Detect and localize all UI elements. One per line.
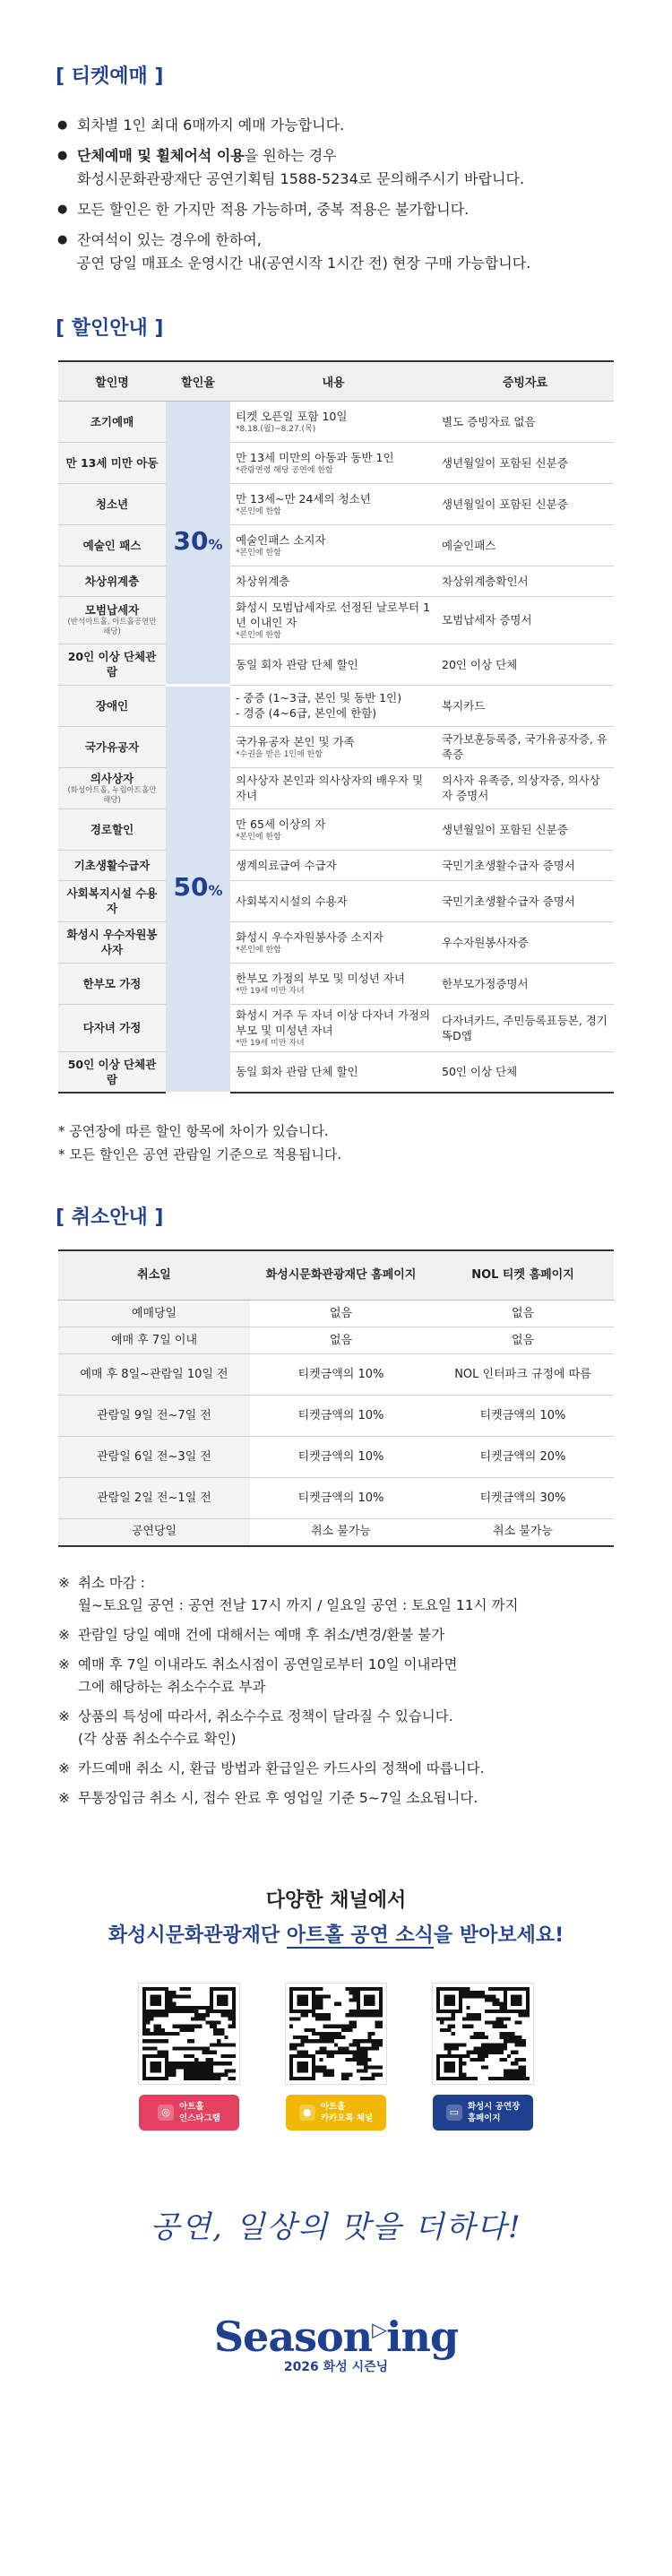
discount-content: 차상위계층 (230, 566, 436, 596)
season-ing-logo (0, 2312, 672, 2375)
discount-content: 화성시 우수자원봉사증 소지자 *본인에 한함 (230, 921, 436, 963)
ticket-notice-list (0, 114, 672, 275)
discount-row (58, 1051, 614, 1093)
cancel-note-item: ※ 상품의 특성에 따라서, 취소수수료 정책이 달라질 수 있습니다. (각 상품 취소수수료 확인) (58, 1706, 632, 1750)
header-rate: 할인율 (166, 361, 230, 401)
cancel-row (58, 1478, 614, 1519)
discount-content: 만 13세 미만의 아동과 동반 1인 *관람연령 해당 공연에 한함 (230, 442, 436, 483)
discount-name: 청소년 (58, 483, 166, 524)
channel-section (0, 1885, 672, 2131)
discount-name: 사회복지시설 수용자 (58, 880, 166, 921)
discount-content: 한부모 가정의 부모 및 미성년 자녀 *만 19세 미만 자녀 (230, 963, 436, 1004)
discount-row (58, 1004, 614, 1051)
discount-name: 차상위계층 (58, 566, 166, 596)
discount-name: 20인 이상 단체관람 (58, 644, 166, 685)
discount-rate-30: 30% (166, 401, 230, 685)
ticket-section (0, 0, 672, 275)
cancel-fee-foundation: 티켓금액의 10% (250, 1396, 432, 1437)
discount-content: 동일 회차 관람 단체 할인 (230, 644, 436, 685)
discount-row (58, 921, 614, 963)
header-proof: 증빙자료 (436, 361, 614, 401)
discount-row (58, 596, 614, 644)
discount-name: 기초생활수급자 (58, 850, 166, 880)
header-content: 내용 (230, 361, 436, 401)
cancel-day: 예매 후 7일 이내 (58, 1327, 250, 1354)
discount-content: 국가유공자 본인 및 가족 *수권을 받은 1인에 한함 (230, 726, 436, 767)
discount-row (58, 685, 614, 726)
qr-card[interactable] (286, 1984, 386, 2131)
channel-heading: 다양한 채널에서 (265, 1889, 407, 1912)
cancel-section (0, 1202, 672, 1810)
discount-name: 한부모 가정 (58, 963, 166, 1004)
discount-proof: 생년월일이 포함된 신분증 (436, 483, 614, 524)
discount-proof: 50인 이상 단체 (436, 1051, 614, 1093)
discount-row (58, 808, 614, 850)
discount-content: 동일 회차 관람 단체 할인 (230, 1051, 436, 1093)
discount-content: 화성시 모범납세자로 선정된 날로부터 1년 이내인 자 *본인에 한함 (230, 596, 436, 644)
discount-proof: 차상위계층확인서 (436, 566, 614, 596)
discount-proof: 국가보훈등록증, 국가유공자증, 유족증 (436, 726, 614, 767)
qr-label-button[interactable]: ◎ 아트홀 인스타그램 (139, 2095, 239, 2131)
discount-content: 화성시 거주 두 자녀 이상 다자녀 가정의 부모 및 미성년 자녀 *만 19세 미만 자녀 (230, 1004, 436, 1051)
cancel-fee-nol: 없음 (432, 1301, 614, 1327)
discount-name: 50인 이상 단체관람 (58, 1051, 166, 1093)
discount-name: 화성시 우수자원봉사자 (58, 921, 166, 963)
qr-code-row (0, 1984, 672, 2131)
cancel-section-title: [ 취소안내 ] (56, 1206, 164, 1229)
cancel-fee-foundation: 취소 불가능 (250, 1519, 432, 1546)
discount-row (58, 483, 614, 524)
discount-content: 만 13세~만 24세의 청소년 *본인에 한함 (230, 483, 436, 524)
discount-name: 국가유공자 (58, 726, 166, 767)
discount-section-title: [ 할인안내 ] (56, 317, 164, 340)
discount-table-body (58, 401, 614, 1093)
cancel-note-item: ※ 관람일 당일 예매 건에 대해서는 예매 후 취소/변경/환불 불가 (58, 1624, 632, 1647)
discount-notes (58, 1119, 672, 1166)
logo-wordmark: Season▷ing (213, 2312, 459, 2361)
cancel-note-item: ※ 취소 마감 : 월~토요일 공연 : 공연 전날 17시 까지 / 일요일 공연 : 토요일 11시 까지 (58, 1572, 632, 1617)
discount-proof: 생년월일이 포함된 신분증 (436, 808, 614, 850)
discount-table (58, 360, 614, 1094)
qr-code[interactable] (139, 1984, 239, 2084)
discount-proof: 생년월일이 포함된 신분증 (436, 442, 614, 483)
discount-row (58, 850, 614, 880)
cancel-row (58, 1301, 614, 1327)
logo-subtitle: 2026 화성 시즌닝 (283, 2359, 389, 2374)
cancel-notes (58, 1572, 632, 1810)
cancel-day: 관람일 9일 전~7일 전 (58, 1396, 250, 1437)
discount-rate-50: 50% (166, 685, 230, 1093)
discount-proof: 의사자 유족증, 의상자증, 의사상자 증명서 (436, 767, 614, 808)
discount-proof: 다자녀카드, 주민등록표등본, 경기똑D앱 (436, 1004, 614, 1051)
cancel-fee-foundation: 티켓금액의 10% (250, 1478, 432, 1519)
discount-row (58, 963, 614, 1004)
discount-proof: 국민기초생활수급자 증명서 (436, 880, 614, 921)
cancel-fee-foundation: 없음 (250, 1301, 432, 1327)
discount-name: 만 13세 미만 아동 (58, 442, 166, 483)
notice-item: ● 단체예매 및 휠체어석 이용을 원하는 경우 화성시문화관광재단 공연기획팀 1588-5234로 문의해주시기 바랍니다. (57, 144, 636, 191)
discount-name: 경로할인 (58, 808, 166, 850)
qr-card[interactable] (433, 1984, 533, 2131)
cancel-fee-nol: 취소 불가능 (432, 1519, 614, 1546)
discount-proof: 별도 증빙자료 없음 (436, 401, 614, 442)
cancel-table-body (58, 1301, 614, 1546)
cancel-day: 예매 후 8일~관람일 10일 전 (58, 1354, 250, 1396)
cancel-row (58, 1437, 614, 1478)
kakao-icon: ● (299, 2105, 315, 2121)
cancel-fee-nol: NOL 인터파크 규정에 따름 (432, 1354, 614, 1396)
discount-row (58, 566, 614, 596)
discount-content: 생계의료급여 수급자 (230, 850, 436, 880)
discount-name: 예술인 패스 (58, 524, 166, 566)
cancel-fee-foundation: 티켓금액의 10% (250, 1437, 432, 1478)
discount-proof: 20인 이상 단체 (436, 644, 614, 685)
cancel-row (58, 1354, 614, 1396)
cancel-fee-nol: 티켓금액의 10% (432, 1396, 614, 1437)
qr-label-button[interactable]: ▭ 화성시 공연장 홈페이지 (433, 2095, 533, 2131)
cancel-header-nol: NOL 티켓 홈페이지 (432, 1250, 614, 1301)
discount-row (58, 524, 614, 566)
channel-subheading: 화성시문화관광재단 아트홀 공연 소식을 받아보세요! (108, 1923, 564, 1947)
cancel-day: 예매당일 (58, 1301, 250, 1327)
discount-note: * 공연장에 따른 할인 항목에 차이가 있습니다. (58, 1122, 329, 1139)
discount-note: * 모든 할인은 공연 관람일 기준으로 적용됩니다. (58, 1145, 342, 1163)
discount-proof: 복지카드 (436, 685, 614, 726)
cancel-fee-nol: 티켓금액의 20% (432, 1437, 614, 1478)
discount-name: 다자녀 가정 (58, 1004, 166, 1051)
play-icon: ▷ (372, 2318, 387, 2342)
cancel-header-day: 취소일 (58, 1250, 250, 1301)
qr-code[interactable] (433, 1984, 533, 2084)
cancel-note-item: ※ 카드예매 취소 시, 환급 방법과 환급일은 카드사의 정책에 따릅니다. (58, 1758, 632, 1780)
cancel-table (58, 1249, 614, 1547)
cancel-header-foundation: 화성시문화관광재단 홈페이지 (250, 1250, 432, 1301)
discount-proof: 우수자원봉사자증 (436, 921, 614, 963)
discount-name: 조기예매 (58, 401, 166, 442)
cancel-fee-foundation: 없음 (250, 1327, 432, 1354)
cancel-day: 공연당일 (58, 1519, 250, 1546)
discount-content: - 중증 (1~3급, 본인 및 동반 1인) - 경증 (4~6급, 본인에 한함) (230, 685, 436, 726)
cancel-note-item: ※ 예매 후 7일 이내라도 취소시점이 공연일로부터 10일 이내라면 그에 해당하는 취소수수료 부과 (58, 1654, 632, 1699)
discount-proof: 국민기초생활수급자 증명서 (436, 850, 614, 880)
discount-row (58, 442, 614, 483)
notice-item: ● 잔여석이 있는 경우에 한하여, 공연 당일 매표소 운영시간 내(공연시작 1시간 전) 현장 구매 가능합니다. (57, 229, 636, 275)
discount-content: 사회복지시설의 수용자 (230, 880, 436, 921)
cancel-row (58, 1519, 614, 1546)
instagram-icon: ◎ (158, 2105, 174, 2121)
cancel-fee-nol: 티켓금액의 30% (432, 1478, 614, 1519)
discount-content: 예술인패스 소지자 *본인에 한함 (230, 524, 436, 566)
discount-content: 의사상자 본인과 의사상자의 배우자 및 자녀 (230, 767, 436, 808)
cancel-note-item: ※ 무통장입금 취소 시, 접수 완료 후 영업일 기준 5~7일 소요됩니다. (58, 1787, 632, 1810)
qr-label-button[interactable]: ● 아트홀 카카오톡 채널 (286, 2095, 386, 2131)
discount-content: 만 65세 이상의 자 *본인에 한함 (230, 808, 436, 850)
homepage-icon: ▭ (446, 2105, 462, 2121)
cancel-row (58, 1327, 614, 1354)
cancel-day: 관람일 2일 전~1일 전 (58, 1478, 250, 1519)
discount-row (58, 726, 614, 767)
discount-proof: 예술인패스 (436, 524, 614, 566)
discount-name: 의사상자 (화성아트홀, 누림아트홀만 해당) (58, 767, 166, 808)
discount-proof: 모범납세자 증명서 (436, 596, 614, 644)
discount-row (58, 880, 614, 921)
cancel-fee-nol: 없음 (432, 1327, 614, 1354)
qr-card[interactable] (139, 1984, 239, 2131)
discount-header-row (58, 361, 614, 401)
discount-row (58, 767, 614, 808)
discount-row (58, 401, 614, 442)
header-name: 할인명 (58, 361, 166, 401)
discount-name: 모범납세자 (반석아트홀, 아트홀공연만 해당) (58, 596, 166, 644)
cancel-fee-foundation: 티켓금액의 10% (250, 1354, 432, 1396)
notice-item: ● 모든 할인은 한 가지만 적용 가능하며, 중복 적용은 불가합니다. (57, 198, 636, 221)
cancel-header-row (58, 1250, 614, 1301)
discount-proof: 한부모가정증명서 (436, 963, 614, 1004)
ticket-section-title: [ 티켓예매 ] (56, 65, 164, 88)
discount-name: 장애인 (58, 685, 166, 726)
qr-code[interactable] (286, 1984, 386, 2084)
discount-content: 티켓 오픈일 포함 10일 *8.18.(월)~8.27.(목) (230, 401, 436, 442)
discount-row (58, 644, 614, 685)
notice-item: ● 회차별 1인 최대 6매까지 예매 가능합니다. (57, 114, 636, 137)
cancel-row (58, 1396, 614, 1437)
cancel-day: 관람일 6일 전~3일 전 (58, 1437, 250, 1478)
discount-section (0, 313, 672, 1166)
slogan: 공연, 일상의 맛을 더하다! (150, 2209, 522, 2245)
